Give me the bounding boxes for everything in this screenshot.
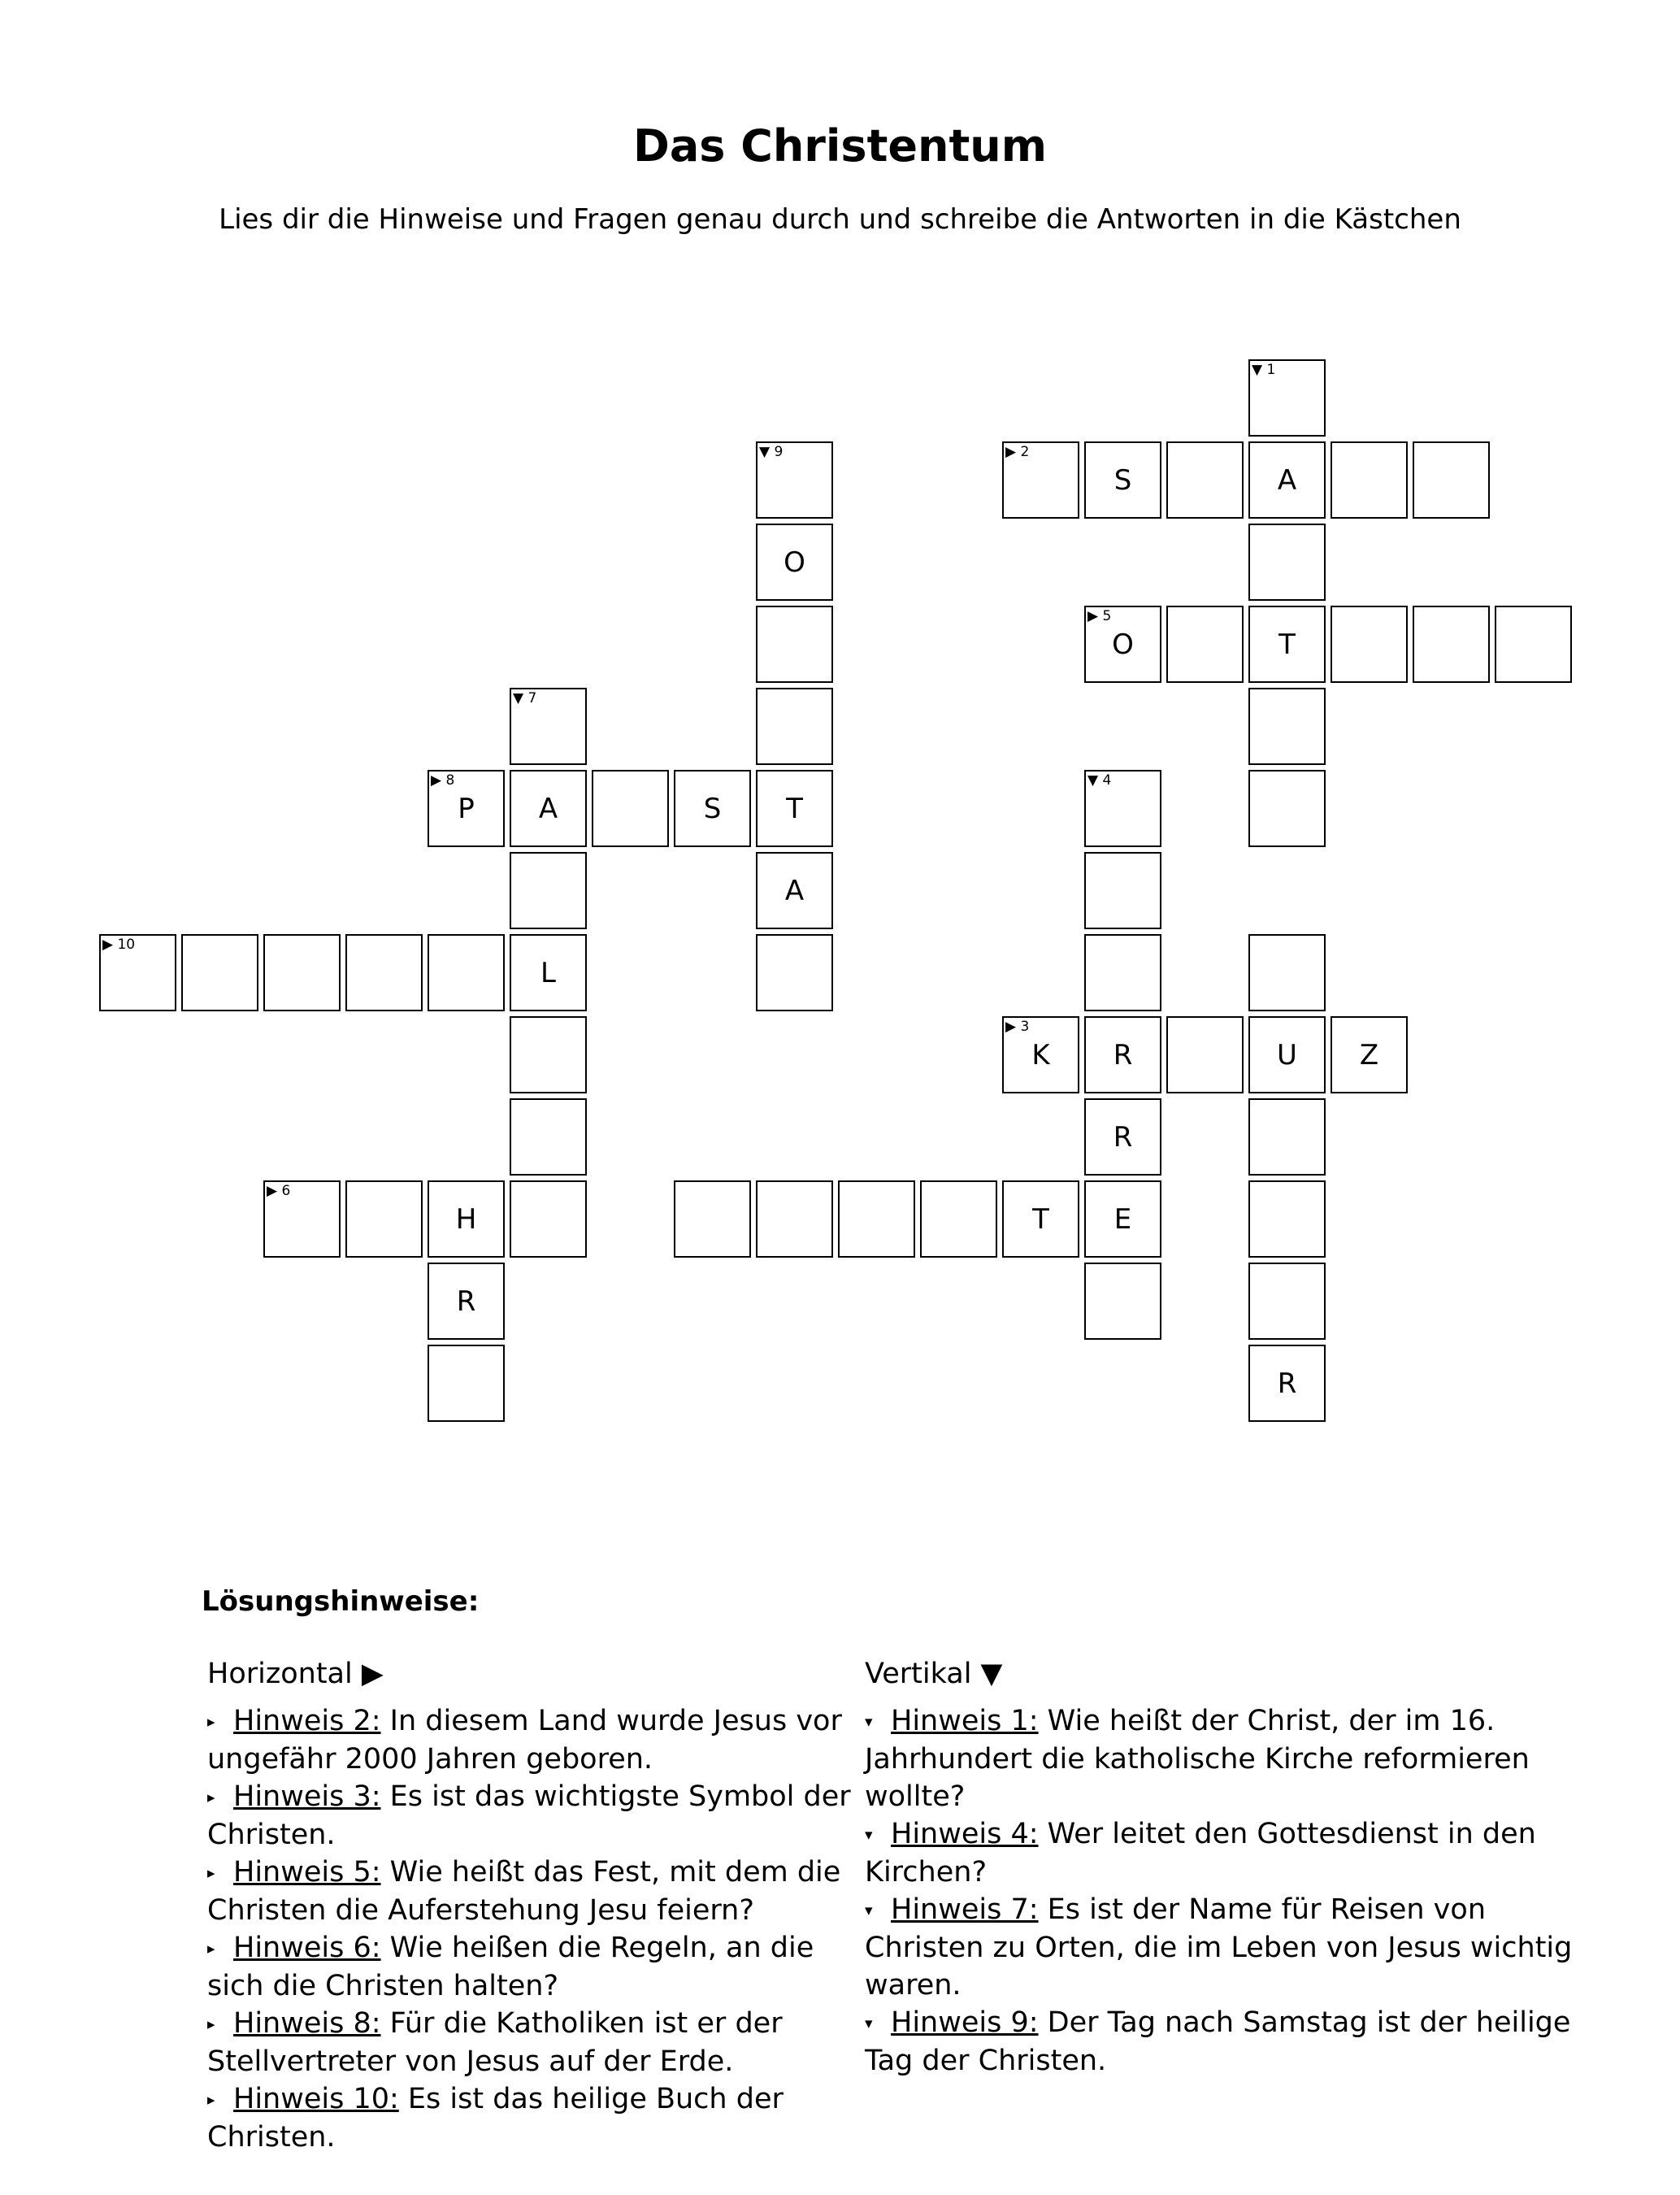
hint-text: In diesem Land wurde Jesus vor ungefähr 2000 Jahren geboren.	[207, 1705, 842, 1776]
hint-text: Wie heißt der Christ, der im 16. Jahrhundert die katholische Kirche reformieren wollte?	[865, 1705, 1530, 1813]
crossword-cell[interactable]	[510, 1180, 587, 1258]
crossword-cell[interactable]	[838, 1180, 915, 1258]
crossword-cell[interactable]	[1084, 770, 1161, 847]
hint-label: Hinweis 6:	[233, 1932, 381, 1964]
crossword-cell[interactable]	[756, 1180, 833, 1258]
vertical-hints	[865, 1655, 1580, 2080]
crossword-cell[interactable]	[1413, 441, 1490, 519]
crossword-cell[interactable]	[920, 1180, 997, 1258]
cell-letter	[922, 1182, 996, 1256]
crossword-cell[interactable]	[1084, 1098, 1161, 1176]
cell-letter: H	[455, 1202, 477, 1236]
cell-letter	[347, 936, 421, 1010]
cell-letter	[347, 1182, 421, 1256]
cell-letter	[1250, 361, 1324, 435]
crossword-cell[interactable]	[181, 934, 258, 1011]
crossword-cell[interactable]	[428, 934, 505, 1011]
cell-letter	[511, 854, 585, 928]
cell-letter: R	[1277, 1367, 1297, 1400]
cell-letter	[758, 689, 831, 763]
crossword-cell[interactable]	[345, 1180, 423, 1258]
vertical-hint-list	[865, 1702, 1580, 2080]
cell-letter	[1332, 443, 1406, 517]
cell-letter	[1250, 772, 1324, 845]
crossword-cell[interactable]	[510, 852, 587, 929]
cell-letter: O	[784, 545, 805, 579]
crossword-cell[interactable]	[1331, 441, 1408, 519]
crossword-cell[interactable]	[1248, 1263, 1326, 1340]
hint-label: Hinweis 3:	[233, 1780, 381, 1813]
crossword-cell[interactable]	[1248, 934, 1326, 1011]
cell-letter	[1250, 1100, 1324, 1174]
cell-letter	[1250, 1182, 1324, 1256]
hint-text: Wer leitet den Gottesdienst in den Kirchen?	[865, 1818, 1536, 1889]
crossword-cell[interactable]	[1166, 1016, 1244, 1093]
hint-label: Hinweis 1:	[891, 1705, 1039, 1737]
cell-letter	[511, 689, 585, 763]
cell-letter	[1086, 1264, 1160, 1338]
arrow-down-icon: ▾	[865, 1902, 873, 1919]
cell-letter	[1086, 772, 1160, 845]
cell-letter: O	[1112, 628, 1134, 661]
arrow-right-icon: ▸	[207, 2015, 215, 2033]
cell-letter	[1250, 525, 1324, 599]
hint-text: Der Tag nach Samstag ist der heilige Tag der Christen.	[865, 2006, 1571, 2077]
arrow-right-icon: ▸	[207, 1940, 215, 1958]
crossword-cell[interactable]	[263, 1180, 341, 1258]
cell-letter: U	[1277, 1038, 1297, 1071]
crossword-cell[interactable]	[1248, 1345, 1326, 1422]
hints-heading: Lösungshinweise:	[202, 1585, 480, 1618]
crossword-cell[interactable]	[428, 1180, 505, 1258]
crossword-cell[interactable]	[756, 524, 833, 601]
cell-letter: S	[703, 792, 722, 825]
cell-letter	[1004, 443, 1078, 517]
crossword-cell[interactable]	[1248, 441, 1326, 519]
crossword-cell[interactable]	[1166, 606, 1244, 683]
cell-letter	[593, 772, 667, 845]
hint-item	[207, 2080, 857, 2156]
crossword-cell[interactable]	[428, 1263, 505, 1340]
crossword-cell[interactable]	[1248, 1180, 1326, 1258]
hint-item	[865, 2004, 1580, 2080]
crossword-cell[interactable]	[1331, 606, 1408, 683]
cell-letter: T	[1278, 628, 1296, 661]
crossword-cell[interactable]	[1413, 606, 1490, 683]
clue-number: ▼ 7	[513, 690, 537, 706]
hint-item	[207, 2005, 857, 2080]
cell-letter	[265, 1182, 339, 1256]
arrow-right-icon: ▸	[207, 1713, 215, 1731]
cell-letter	[840, 1182, 914, 1256]
clue-number: ▶ 5	[1087, 608, 1112, 624]
crossword-cell[interactable]	[1248, 1016, 1326, 1093]
cell-letter	[1168, 443, 1242, 517]
crossword-cell[interactable]	[510, 1016, 587, 1093]
crossword-cell[interactable]	[1495, 606, 1572, 683]
cell-letter: A	[538, 792, 558, 825]
cell-letter	[1250, 1264, 1324, 1338]
crossword-cell[interactable]	[345, 934, 423, 1011]
hint-label: Hinweis 7:	[891, 1893, 1039, 1926]
cell-letter	[511, 1182, 585, 1256]
cell-letter	[1086, 854, 1160, 928]
arrow-down-icon: ▾	[865, 1713, 873, 1731]
hint-item	[865, 1702, 1580, 1815]
cell-letter: R	[1113, 1120, 1133, 1154]
arrow-right-icon: ▸	[207, 2091, 215, 2109]
crossword-cell[interactable]	[428, 770, 505, 847]
crossword-cell[interactable]	[99, 934, 176, 1011]
horizontal-hint-list	[207, 1702, 857, 2156]
cell-letter	[758, 443, 831, 517]
crossword-cell[interactable]	[1084, 606, 1161, 683]
cell-letter	[1414, 607, 1488, 681]
hint-item	[207, 1929, 857, 2005]
cell-letter: S	[1113, 463, 1132, 497]
cell-letter	[1250, 689, 1324, 763]
crossword-cell[interactable]	[1248, 359, 1326, 437]
horizontal-hints	[207, 1655, 857, 2156]
crossword-cell[interactable]	[756, 441, 833, 519]
vertical-title: Vertikal ▼	[865, 1658, 1003, 1690]
crossword-cell[interactable]	[1084, 1180, 1161, 1258]
hint-label: Hinweis 10:	[233, 2083, 399, 2115]
clue-number: ▶ 8	[431, 772, 455, 789]
crossword-cell[interactable]	[1084, 441, 1161, 519]
clue-number: ▼ 1	[1252, 362, 1276, 378]
crossword-cell[interactable]	[756, 606, 833, 683]
crossword-cell[interactable]	[1084, 1263, 1161, 1340]
crossword-cell[interactable]	[1002, 441, 1079, 519]
crossword-cell[interactable]	[1248, 688, 1326, 765]
crossword-cell[interactable]	[1084, 1016, 1161, 1093]
cell-letter	[1086, 936, 1160, 1010]
cell-letter	[758, 936, 831, 1010]
crossword-cell[interactable]	[1002, 1016, 1079, 1093]
hint-text: Es ist der Name für Reisen von Christen zu Orten, die im Leben von Jesus wichtig waren.	[865, 1893, 1573, 2002]
clue-number: ▶ 2	[1005, 444, 1030, 460]
cell-letter	[265, 936, 339, 1010]
cell-letter	[183, 936, 257, 1010]
crossword-cell[interactable]	[756, 934, 833, 1011]
cell-letter	[429, 1346, 503, 1420]
crossword-cell[interactable]	[1248, 524, 1326, 601]
crossword-cell[interactable]	[1084, 852, 1161, 929]
cell-letter	[511, 1100, 585, 1174]
hint-label: Hinweis 9:	[891, 2006, 1039, 2039]
hint-item	[207, 1854, 857, 1929]
crossword-cell[interactable]	[756, 770, 833, 847]
cell-letter	[511, 1018, 585, 1092]
crossword-cell[interactable]	[1166, 441, 1244, 519]
arrow-right-icon: ▸	[207, 1789, 215, 1806]
crossword-cell[interactable]	[1248, 606, 1326, 683]
crossword-cell[interactable]	[1248, 770, 1326, 847]
crossword-cell[interactable]	[674, 1180, 751, 1258]
hint-item	[865, 1815, 1580, 1891]
crossword-cell[interactable]	[756, 852, 833, 929]
crossword-cell[interactable]	[674, 770, 751, 847]
cell-letter	[1168, 1018, 1242, 1092]
cell-letter: A	[784, 874, 805, 907]
hint-text: Es ist das wichtigste Symbol der Christen.	[207, 1780, 851, 1851]
arrow-right-icon: ▸	[207, 1864, 215, 1882]
cell-letter	[1414, 443, 1488, 517]
cell-letter	[758, 1182, 831, 1256]
arrow-down-icon: ▾	[865, 1826, 873, 1844]
arrow-down-icon: ▾	[865, 2015, 873, 2032]
crossword-cell[interactable]	[510, 770, 587, 847]
hint-text: Es ist das heilige Buch der Christen.	[207, 2083, 784, 2154]
crossword-cell[interactable]	[510, 1098, 587, 1176]
crossword-cell[interactable]	[510, 688, 587, 765]
cell-letter	[758, 607, 831, 681]
hint-label: Hinweis 5:	[233, 1856, 381, 1889]
cell-letter	[1332, 607, 1406, 681]
cell-letter: L	[540, 956, 556, 989]
cell-letter: R	[456, 1284, 476, 1318]
hint-label: Hinweis 8:	[233, 2007, 381, 2040]
cell-letter	[1168, 607, 1242, 681]
hint-item	[865, 1891, 1580, 2004]
hint-label: Hinweis 4:	[891, 1818, 1039, 1850]
cell-letter	[1496, 607, 1570, 681]
crossword-cell[interactable]	[1084, 934, 1161, 1011]
crossword-cell[interactable]	[1248, 1098, 1326, 1176]
crossword-cell[interactable]	[1002, 1180, 1079, 1258]
crossword-cell[interactable]	[592, 770, 669, 847]
cell-letter: E	[1113, 1202, 1132, 1236]
crossword-cell[interactable]	[263, 934, 341, 1011]
cell-letter	[1250, 936, 1324, 1010]
cell-letter	[429, 936, 503, 1010]
hint-label: Hinweis 2:	[233, 1705, 381, 1737]
instructions: Lies dir die Hinweise und Fragen genau durch und schreibe die Antworten in die Kästchen	[219, 203, 1461, 236]
hint-text: Für die Katholiken ist er der Stellvertreter von Jesus auf der Erde.	[207, 2007, 783, 2078]
clue-number: ▶ 6	[267, 1183, 291, 1199]
crossword-cell[interactable]	[510, 934, 587, 1011]
cell-letter: T	[786, 792, 803, 825]
hint-item	[207, 1702, 857, 1778]
crossword-cell[interactable]	[428, 1345, 505, 1422]
cell-letter: Z	[1359, 1038, 1379, 1071]
cell-letter: T	[1032, 1202, 1049, 1236]
cell-letter	[675, 1182, 749, 1256]
horizontal-title: Horizontal ▶	[207, 1658, 384, 1690]
cell-letter: P	[458, 792, 475, 825]
clue-number: ▶ 3	[1005, 1019, 1030, 1035]
hint-item	[207, 1778, 857, 1854]
clue-number: ▶ 10	[102, 937, 136, 953]
crossword-cell[interactable]	[756, 688, 833, 765]
hint-text: Wie heißt das Fest, mit dem die Christen die Auferstehung Jesu feiern?	[207, 1856, 841, 1927]
hint-text: Wie heißen die Regeln, an die sich die Christen halten?	[207, 1932, 814, 2002]
cell-letter: R	[1113, 1038, 1133, 1071]
crossword-cell[interactable]	[1331, 1016, 1408, 1093]
cell-letter	[101, 936, 175, 1010]
cell-letter: A	[1277, 463, 1297, 497]
cell-letter: K	[1031, 1038, 1050, 1071]
clue-number: ▼ 4	[1087, 772, 1112, 789]
clue-number: ▼ 9	[759, 444, 784, 460]
page-title: Das Christentum	[633, 120, 1047, 172]
